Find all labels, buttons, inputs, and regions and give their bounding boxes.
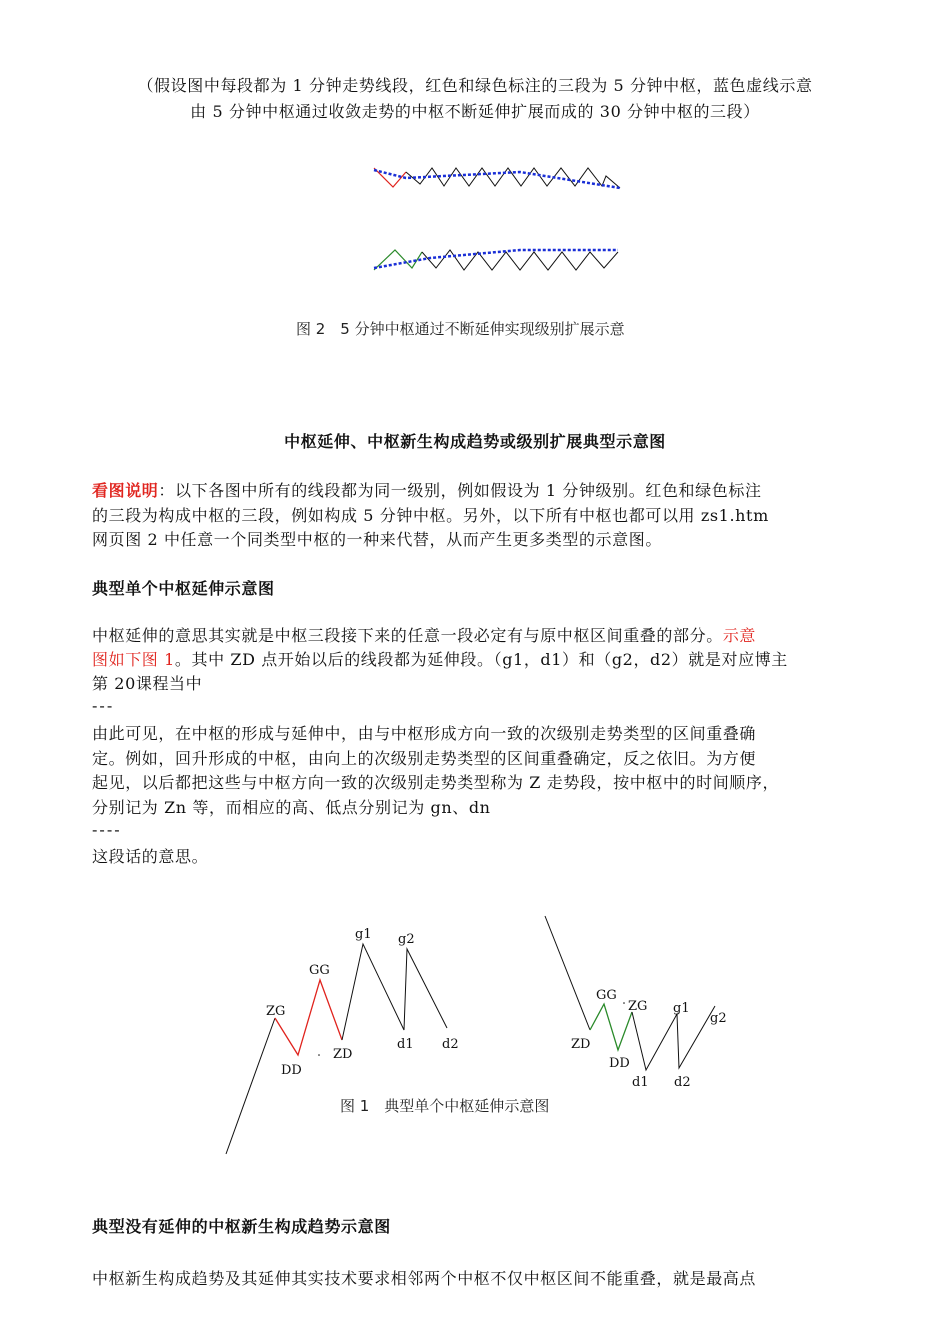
right-label-zd: ZD <box>571 1037 591 1052</box>
explain-text1: ：以下各图中所有的线段都为同一级别，例如假设为 1 分钟级别。红色和绿色标注 <box>158 481 762 500</box>
para3: 这段话的意思。 <box>92 847 209 866</box>
separator-1: --- <box>92 696 115 715</box>
right-label-d2: d2 <box>674 1075 691 1090</box>
right-label-g2: g2 <box>710 1011 727 1026</box>
para1-line1 <box>92 624 862 649</box>
subtitle-single-pivot: 典型单个中枢延伸示意图 <box>92 579 275 598</box>
explain-line3: 网页图 2 中任意一个同类型中枢的一种来代替，从而产生更多类型的示意图。 <box>92 530 662 549</box>
para1-a-red: 示意 <box>722 626 757 645</box>
top-note-line1: （假设图中每段都为 1 分钟走势线段，红色和绿色标注的三段为 5 分钟中枢，蓝色虚线示意 <box>137 76 813 95</box>
figure2-bottom-black-lines <box>422 250 618 270</box>
para2-line1: 由此可见，在中枢的形成与延伸中，由与中枢形成方向一致的次级别走势类型的区间重叠确 <box>92 724 757 743</box>
section-title: 中枢延伸、中枢新生构成趋势或级别扩展典型示意图 <box>284 432 666 451</box>
para2-line2: 定。例如，回升形成的中枢，由向上的次级别走势类型的区间重叠确定，反之依旧。为方便 <box>92 749 757 768</box>
figure2-top-red-pivot <box>374 168 406 187</box>
right-label-dd: DD <box>609 1056 630 1071</box>
explain-line1 <box>92 479 862 504</box>
right-pivot-green <box>590 1004 632 1050</box>
right-dot <box>623 1002 625 1004</box>
left-label-d1: d1 <box>397 1037 414 1052</box>
figure1-right <box>545 916 727 1090</box>
left-label-zg: ZG <box>266 1004 286 1019</box>
left-entry-line <box>226 1018 275 1154</box>
left-dot <box>318 1054 320 1056</box>
top-note-line2: 由 5 分钟中枢通过收敛走势的中枢不断延伸扩展而成的 30 分钟中枢的三段） <box>190 102 760 121</box>
para1-b-red: 图如下图 1 <box>92 650 175 669</box>
right-label-g1: g1 <box>673 1001 690 1016</box>
para4: 中枢新生构成趋势及其延伸其实技术要求相邻两个中枢不仅中枢区间不能重叠，就是最高点 <box>92 1269 757 1288</box>
figure2-top-zigzag <box>374 168 620 188</box>
left-label-dd: DD <box>281 1063 302 1078</box>
left-label-zd: ZD <box>333 1047 353 1062</box>
para1-a: 中枢延伸的意思其实就是中枢三段接下来的任意一段必定有与原中枢区间重叠的部分。 <box>92 626 723 645</box>
left-extension-lines <box>342 944 447 1040</box>
figure1-left <box>226 927 459 1154</box>
right-label-d1: d1 <box>632 1075 649 1090</box>
right-entry-line <box>545 916 590 1030</box>
left-label-g1: g1 <box>355 927 372 942</box>
figure1-caption: 图 1 典型单个中枢延伸示意图 <box>340 1097 550 1115</box>
figure1-diagram <box>0 900 950 1200</box>
separator-2: ---- <box>92 820 122 839</box>
figure2-top-black-lines <box>406 168 620 188</box>
figure2-caption: 图 2 5 分钟中枢通过不断延伸实现级别扩展示意 <box>296 320 625 338</box>
para2-line3: 起见，以后都把这些与中枢方向一致的次级别走势类型称为 Z 走势段，按中枢中的时间顺序， <box>92 773 780 792</box>
para1-line3: 第 20课程当中 <box>92 674 203 693</box>
left-label-gg: GG <box>309 963 330 978</box>
figure2-diagram <box>0 0 950 300</box>
para1-line2 <box>92 648 862 673</box>
explain-line2: 的三段为构成中枢的三段，例如构成 5 分钟中枢。另外，以下所有中枢也都可以用 zs1.htm <box>92 506 769 525</box>
right-label-zg: ZG <box>628 999 648 1014</box>
figure2-top-blue-dashed <box>374 170 620 188</box>
left-label-d2: d2 <box>442 1037 459 1052</box>
explain-label: 看图说明 <box>92 481 159 500</box>
subtitle-no-extension: 典型没有延伸的中枢新生构成趋势示意图 <box>92 1217 391 1236</box>
right-label-gg: GG <box>596 988 617 1003</box>
left-label-g2: g2 <box>398 932 415 947</box>
figure2-bottom-zigzag <box>374 250 618 270</box>
para2-line4: 分别记为 Zn 等，而相应的高、低点分别记为 gn、dn <box>92 798 491 817</box>
para1-b: 。其中 ZD 点开始以后的线段都为延伸段。（g1，d1）和（g2，d2）就是对应博主 <box>174 650 788 669</box>
